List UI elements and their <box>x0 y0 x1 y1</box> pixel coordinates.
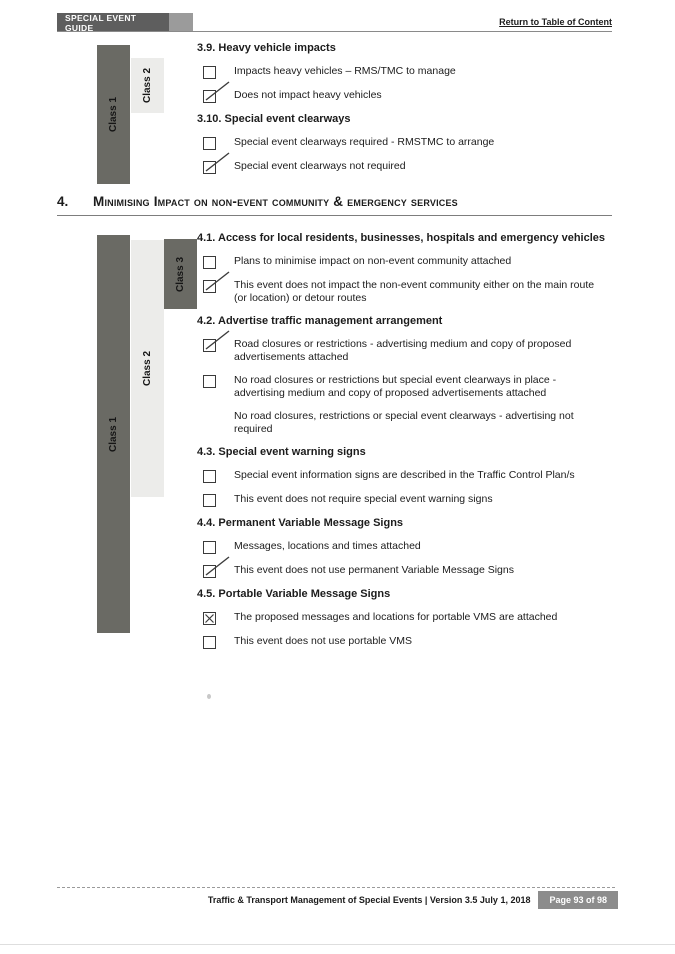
section3-checklist <box>197 42 615 184</box>
footer <box>57 891 618 909</box>
checkbox-unchecked[interactable] <box>203 541 216 554</box>
class2-label: Class 2 <box>142 67 153 104</box>
checkbox-checked-slash[interactable] <box>203 339 216 352</box>
subsection-title-4-3: 4.3. Special event warning signs <box>197 446 366 458</box>
subsection-title-4-4: 4.4. Permanent Variable Message Signs <box>197 517 404 529</box>
header-rule <box>57 31 612 32</box>
checkbox-unchecked[interactable] <box>203 494 216 507</box>
class2-label: Class 2 <box>142 350 153 387</box>
checklist-item <box>197 410 615 436</box>
checkbox-checked-x[interactable] <box>203 612 216 625</box>
checklist-item <box>197 564 615 578</box>
section4-title: Minimising Impact on non-event community & emergency services <box>93 194 458 209</box>
checklist-item-label: This event does not use portable VMS <box>234 635 413 647</box>
return-to-toc-link[interactable]: Return to Table of Content <box>499 17 612 27</box>
footer-rule <box>57 887 615 888</box>
checkbox-unchecked[interactable] <box>203 470 216 483</box>
checklist-item-label: Messages, locations and times attached <box>234 540 421 552</box>
checklist-item-label: No road closures or restrictions but special event clearways in place - advertising medium and copy of proposed advertisements attached <box>234 374 557 399</box>
checklist-item <box>197 160 615 174</box>
subsection-title-3-10: 3.10. Special event clearways <box>197 113 351 125</box>
checklist-item <box>197 136 615 150</box>
checklist-item-label: This event does not impact the non-event community either on the main route (or location) or detour routes <box>234 279 595 304</box>
checklist-item-label: The proposed messages and locations for portable VMS are attached <box>234 611 558 623</box>
section4-number: 4. <box>57 194 69 209</box>
checklist-item <box>197 374 615 400</box>
class1-bar-section3 <box>97 45 130 184</box>
section4-checklist <box>197 232 615 659</box>
page-bottom-rule <box>0 944 675 945</box>
checklist-item-label: This event does not use permanent Variable Message Signs <box>234 564 514 576</box>
checklist-item-label: Special event clearways required - RMSTMC to arrange <box>234 136 495 148</box>
checklist-item-label: Special event clearways not required <box>234 160 406 172</box>
class2-bar-section4 <box>131 240 164 497</box>
page-number-badge: Page 93 of 98 <box>538 891 618 909</box>
class1-bar-section4 <box>97 235 130 633</box>
checkbox-checked-slash[interactable] <box>203 161 216 174</box>
section4-heading <box>57 194 612 216</box>
footer-text: Traffic & Transport Management of Special Events | Version 3.5 July 1, 2018 <box>207 895 531 905</box>
checklist-item-label: No road closures, restrictions or special event clearways - advertising not required <box>234 410 574 435</box>
checklist-item <box>197 255 615 269</box>
header-badge-tail <box>169 13 193 32</box>
checkbox-unchecked[interactable] <box>203 375 216 388</box>
checklist-item <box>197 540 615 554</box>
header-badge-label: SPECIAL EVENT GUIDE <box>57 13 169 32</box>
checklist-item <box>197 65 615 79</box>
checkbox-unchecked[interactable] <box>203 636 216 649</box>
checkbox-unchecked[interactable] <box>203 66 216 79</box>
checklist-item-label: Does not impact heavy vehicles <box>234 89 382 101</box>
subsection-title-4-1: 4.1. Access for local residents, businesses, hospitals and emergency vehicles <box>197 232 605 244</box>
subsection-title-4-5: 4.5. Portable Variable Message Signs <box>197 588 391 600</box>
checklist-item <box>197 469 615 483</box>
checklist-item-label: This event does not require special event warning signs <box>234 493 493 505</box>
checklist-item-label: Road closures or restrictions - advertising medium and copy of proposed advertisements attached <box>234 338 572 363</box>
checklist-item <box>197 611 615 625</box>
checkbox-checked-slash[interactable] <box>203 280 216 293</box>
scan-artifact-dot <box>207 694 211 699</box>
checkbox-checked-slash[interactable] <box>203 565 216 578</box>
class3-bar-section4 <box>164 239 197 309</box>
checklist-item-label: Impacts heavy vehicles – RMS/TMC to manage <box>234 65 456 77</box>
class1-label: Class 1 <box>108 416 119 452</box>
class3-label: Class 3 <box>175 256 186 292</box>
checklist-item <box>197 338 615 364</box>
checkbox-checked-slash[interactable] <box>203 90 216 103</box>
checklist-item <box>197 279 615 305</box>
checklist-item <box>197 89 615 103</box>
header-badge <box>57 13 193 32</box>
checklist-item-label: Special event information signs are described in the Traffic Control Plan/s <box>234 469 575 481</box>
checkbox-unchecked[interactable] <box>203 137 216 150</box>
checklist-item-label: Plans to minimise impact on non-event community attached <box>234 255 512 267</box>
subsection-title-3-9: 3.9. Heavy vehicle impacts <box>197 42 336 54</box>
checklist-item <box>197 493 615 507</box>
class1-label: Class 1 <box>108 96 119 133</box>
subsection-title-4-2: 4.2. Advertise traffic management arrangement <box>197 315 443 327</box>
checkbox-unchecked[interactable] <box>203 256 216 269</box>
class2-bar-section3 <box>131 58 164 113</box>
checklist-item <box>197 635 615 649</box>
